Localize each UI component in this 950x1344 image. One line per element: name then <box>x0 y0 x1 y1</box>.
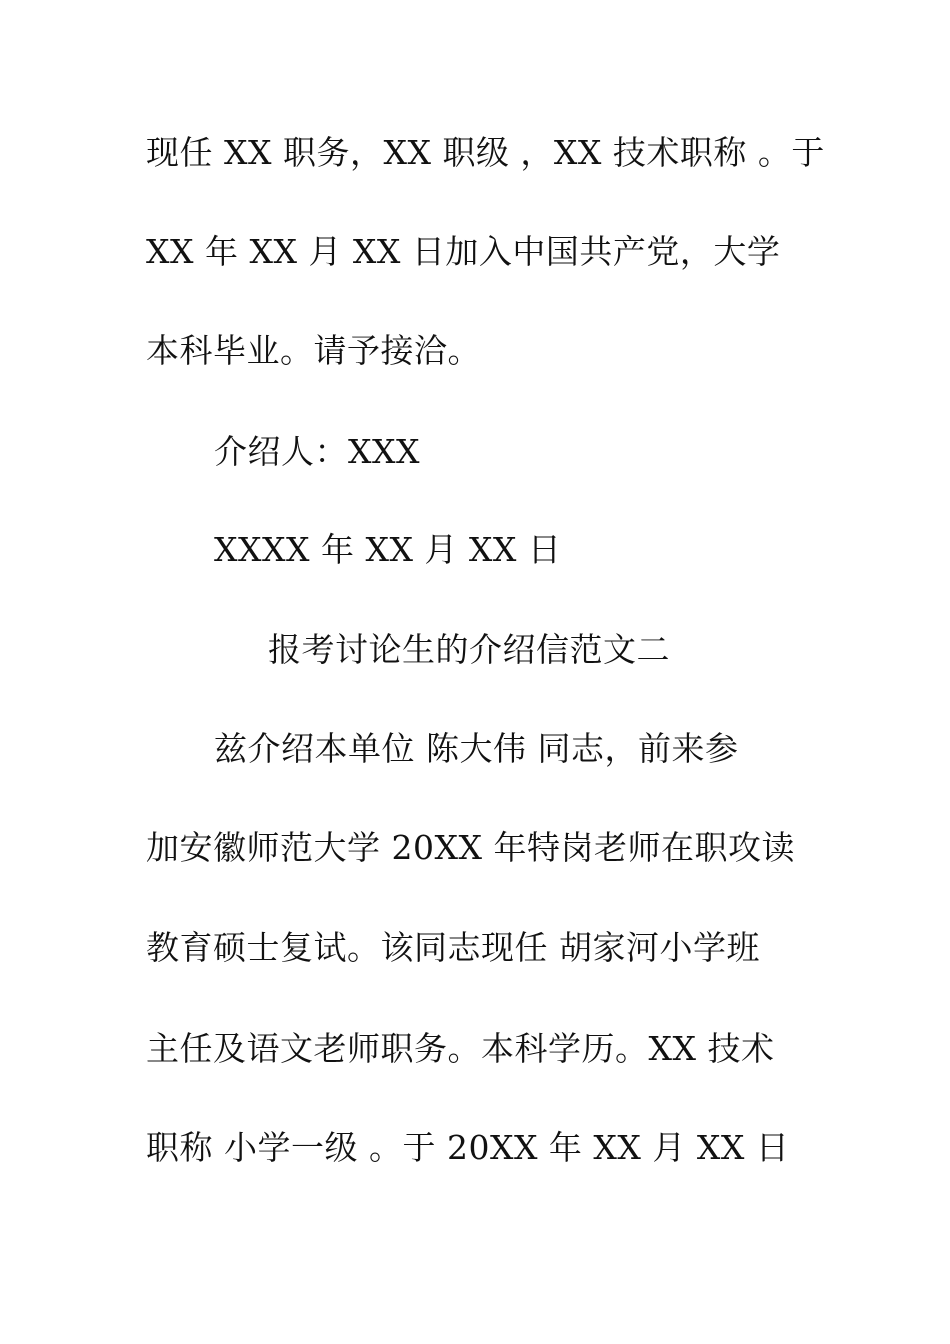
body-text-line: 加安徽师范大学 20XX 年特岗老师在职攻读 <box>146 828 795 867</box>
introducer-line: 介绍人：XXX <box>214 432 420 471</box>
body-text-line: 本科毕业。请予接洽。 <box>146 331 481 370</box>
body-text-line: 职称 小学一级 。于 20XX 年 XX 月 XX 日 <box>146 1128 790 1167</box>
body-text-line: 现任 XX 职务，XX 职级 ，XX 技术职称 。于 <box>146 133 825 172</box>
date-line: XXXX 年 XX 月 XX 日 <box>214 530 562 569</box>
body-text-line: 兹介绍本单位 陈大伟 同志，前来参 <box>214 729 739 768</box>
body-text-line: 教育硕士复试。该同志现任 胡家河小学班 <box>146 928 760 967</box>
body-text-line: 主任及语文老师职务。本科学历。XX 技术 <box>146 1029 775 1068</box>
body-text-line: XX 年 XX 月 XX 日加入中国共产党，大学 <box>146 232 781 271</box>
section-heading: 报考讨论生的介绍信范文二 <box>268 630 670 669</box>
